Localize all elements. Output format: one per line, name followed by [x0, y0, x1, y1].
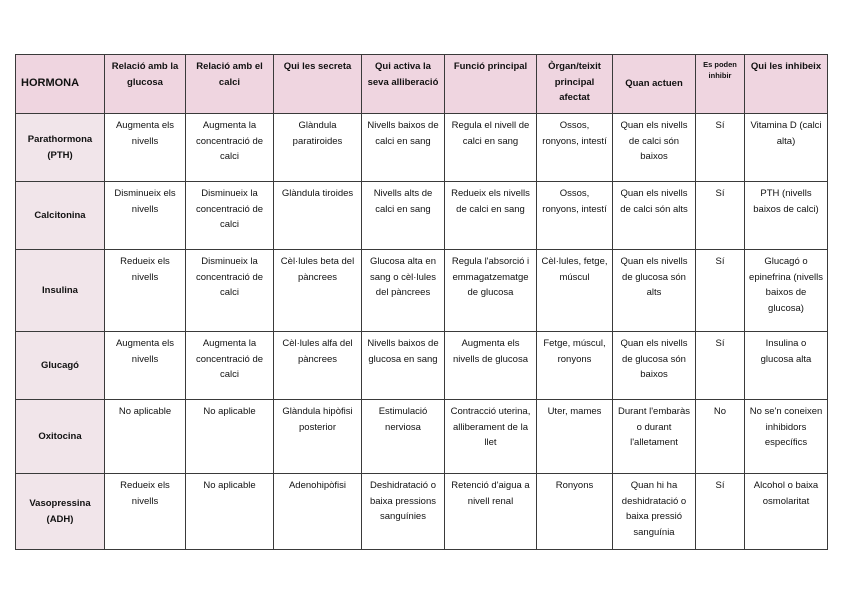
cell-secreted-by: Cèl·lules beta del pàncrees: [274, 250, 362, 332]
cell-main-function: Augmenta els nivells de glucosa: [445, 332, 537, 400]
header-release-trigger: Qui activa la seva alliberació: [362, 55, 445, 114]
header-target-organ: Òrgan/teixit principal afectat: [537, 55, 613, 114]
table-row: [16, 114, 828, 182]
cell-release-trigger: Nivells alts de calci en sang: [362, 182, 445, 250]
cell-main-function: Regula l'absorció i emmagatzematge de glucosa: [445, 250, 537, 332]
cell-can-inhibit: No: [696, 400, 745, 474]
cell-can-inhibit: Sí: [696, 332, 745, 400]
cell-can-inhibit: Sí: [696, 250, 745, 332]
header-when-they-act: Quan actuen: [613, 55, 696, 114]
cell-secreted-by: Glàndula hipòfisi posterior: [274, 400, 362, 474]
cell-target-organ: Cèl·lules, fetge, múscul: [537, 250, 613, 332]
header-secreted-by: Qui les secreta: [274, 55, 362, 114]
cell-main-function: Regula el nivell de calci en sang: [445, 114, 537, 182]
cell-can-inhibit: Sí: [696, 182, 745, 250]
hormone-name: Parathormona (PTH): [16, 114, 105, 182]
cell-when-they-act: Quan hi ha deshidratació o baixa pressió sanguínia: [613, 474, 696, 550]
cell-when-they-act: Quan els nivells de calci són baixos: [613, 114, 696, 182]
cell-glucose-relation: Redueix els nivells: [105, 250, 186, 332]
cell-glucose-relation: Disminueix els nivells: [105, 182, 186, 250]
cell-inhibitors: Vitamina D (calci alta): [745, 114, 828, 182]
cell-target-organ: Uter, mames: [537, 400, 613, 474]
cell-when-they-act: Quan els nivells de calci són alts: [613, 182, 696, 250]
cell-calcium-relation: Augmenta la concentració de calci: [186, 114, 274, 182]
cell-release-trigger: Estimulació nerviosa: [362, 400, 445, 474]
cell-target-organ: Fetge, múscul, ronyons: [537, 332, 613, 400]
header-inhibitors: Qui les inhibeix: [745, 55, 828, 114]
table-row: [16, 250, 828, 332]
cell-secreted-by: Glàndula paratiroides: [274, 114, 362, 182]
cell-inhibitors: PTH (nivells baixos de calci): [745, 182, 828, 250]
cell-inhibitors: Alcohol o baixa osmolaritat: [745, 474, 828, 550]
cell-target-organ: Ronyons: [537, 474, 613, 550]
cell-main-function: Contracció uterina, alliberament de la llet: [445, 400, 537, 474]
table-row: [16, 182, 828, 250]
cell-inhibitors: Insulina o glucosa alta: [745, 332, 828, 400]
cell-release-trigger: Nivells baixos de glucosa en sang: [362, 332, 445, 400]
cell-inhibitors: Glucagó o epinefrina (nivells baixos de glucosa): [745, 250, 828, 332]
hormone-name: Calcitonina: [16, 182, 105, 250]
cell-secreted-by: Cèl·lules alfa del pàncrees: [274, 332, 362, 400]
cell-calcium-relation: No aplicable: [186, 474, 274, 550]
cell-glucose-relation: Redueix els nivells: [105, 474, 186, 550]
cell-calcium-relation: Disminueix la concentració de calci: [186, 250, 274, 332]
cell-when-they-act: Durant l'embaràs o durant l'alletament: [613, 400, 696, 474]
cell-glucose-relation: Augmenta els nivells: [105, 332, 186, 400]
cell-calcium-relation: No aplicable: [186, 400, 274, 474]
cell-glucose-relation: No aplicable: [105, 400, 186, 474]
cell-calcium-relation: Augmenta la concentració de calci: [186, 332, 274, 400]
cell-release-trigger: Deshidratació o baixa pressions sanguínies: [362, 474, 445, 550]
header-calcium-relation: Relació amb el calci: [186, 55, 274, 114]
cell-secreted-by: Glàndula tiroides: [274, 182, 362, 250]
cell-target-organ: Ossos, ronyons, intestí: [537, 182, 613, 250]
cell-main-function: Redueix els nivells de calci en sang: [445, 182, 537, 250]
hormone-name: Oxitocina: [16, 400, 105, 474]
table-row: [16, 400, 828, 474]
cell-secreted-by: Adenohipòfisi: [274, 474, 362, 550]
cell-when-they-act: Quan els nivells de glucosa són baixos: [613, 332, 696, 400]
cell-when-they-act: Quan els nivells de glucosa són alts: [613, 250, 696, 332]
hormone-name: Glucagó: [16, 332, 105, 400]
cell-target-organ: Ossos, ronyons, intestí: [537, 114, 613, 182]
cell-main-function: Retenció d'aigua a nivell renal: [445, 474, 537, 550]
cell-calcium-relation: Disminueix la concentració de calci: [186, 182, 274, 250]
header-glucose-relation: Relació amb la glucosa: [105, 55, 186, 114]
header-main-function: Funció principal: [445, 55, 537, 114]
cell-release-trigger: Glucosa alta en sang o cèl·lules del pàncrees: [362, 250, 445, 332]
cell-glucose-relation: Augmenta els nivells: [105, 114, 186, 182]
hormone-name: Vasopressina (ADH): [16, 474, 105, 550]
cell-can-inhibit: Sí: [696, 474, 745, 550]
cell-inhibitors: No se'n coneixen inhibidors específics: [745, 400, 828, 474]
cell-can-inhibit: Sí: [696, 114, 745, 182]
cell-release-trigger: Nivells baixos de calci en sang: [362, 114, 445, 182]
header-hormona: HORMONA: [16, 55, 105, 114]
table-row: [16, 332, 828, 400]
table-row: [16, 474, 828, 550]
header-row: [16, 55, 828, 114]
hormone-name: Insulina: [16, 250, 105, 332]
hormones-table: [15, 54, 828, 550]
header-can-inhibit: Es poden inhibir: [696, 55, 745, 114]
